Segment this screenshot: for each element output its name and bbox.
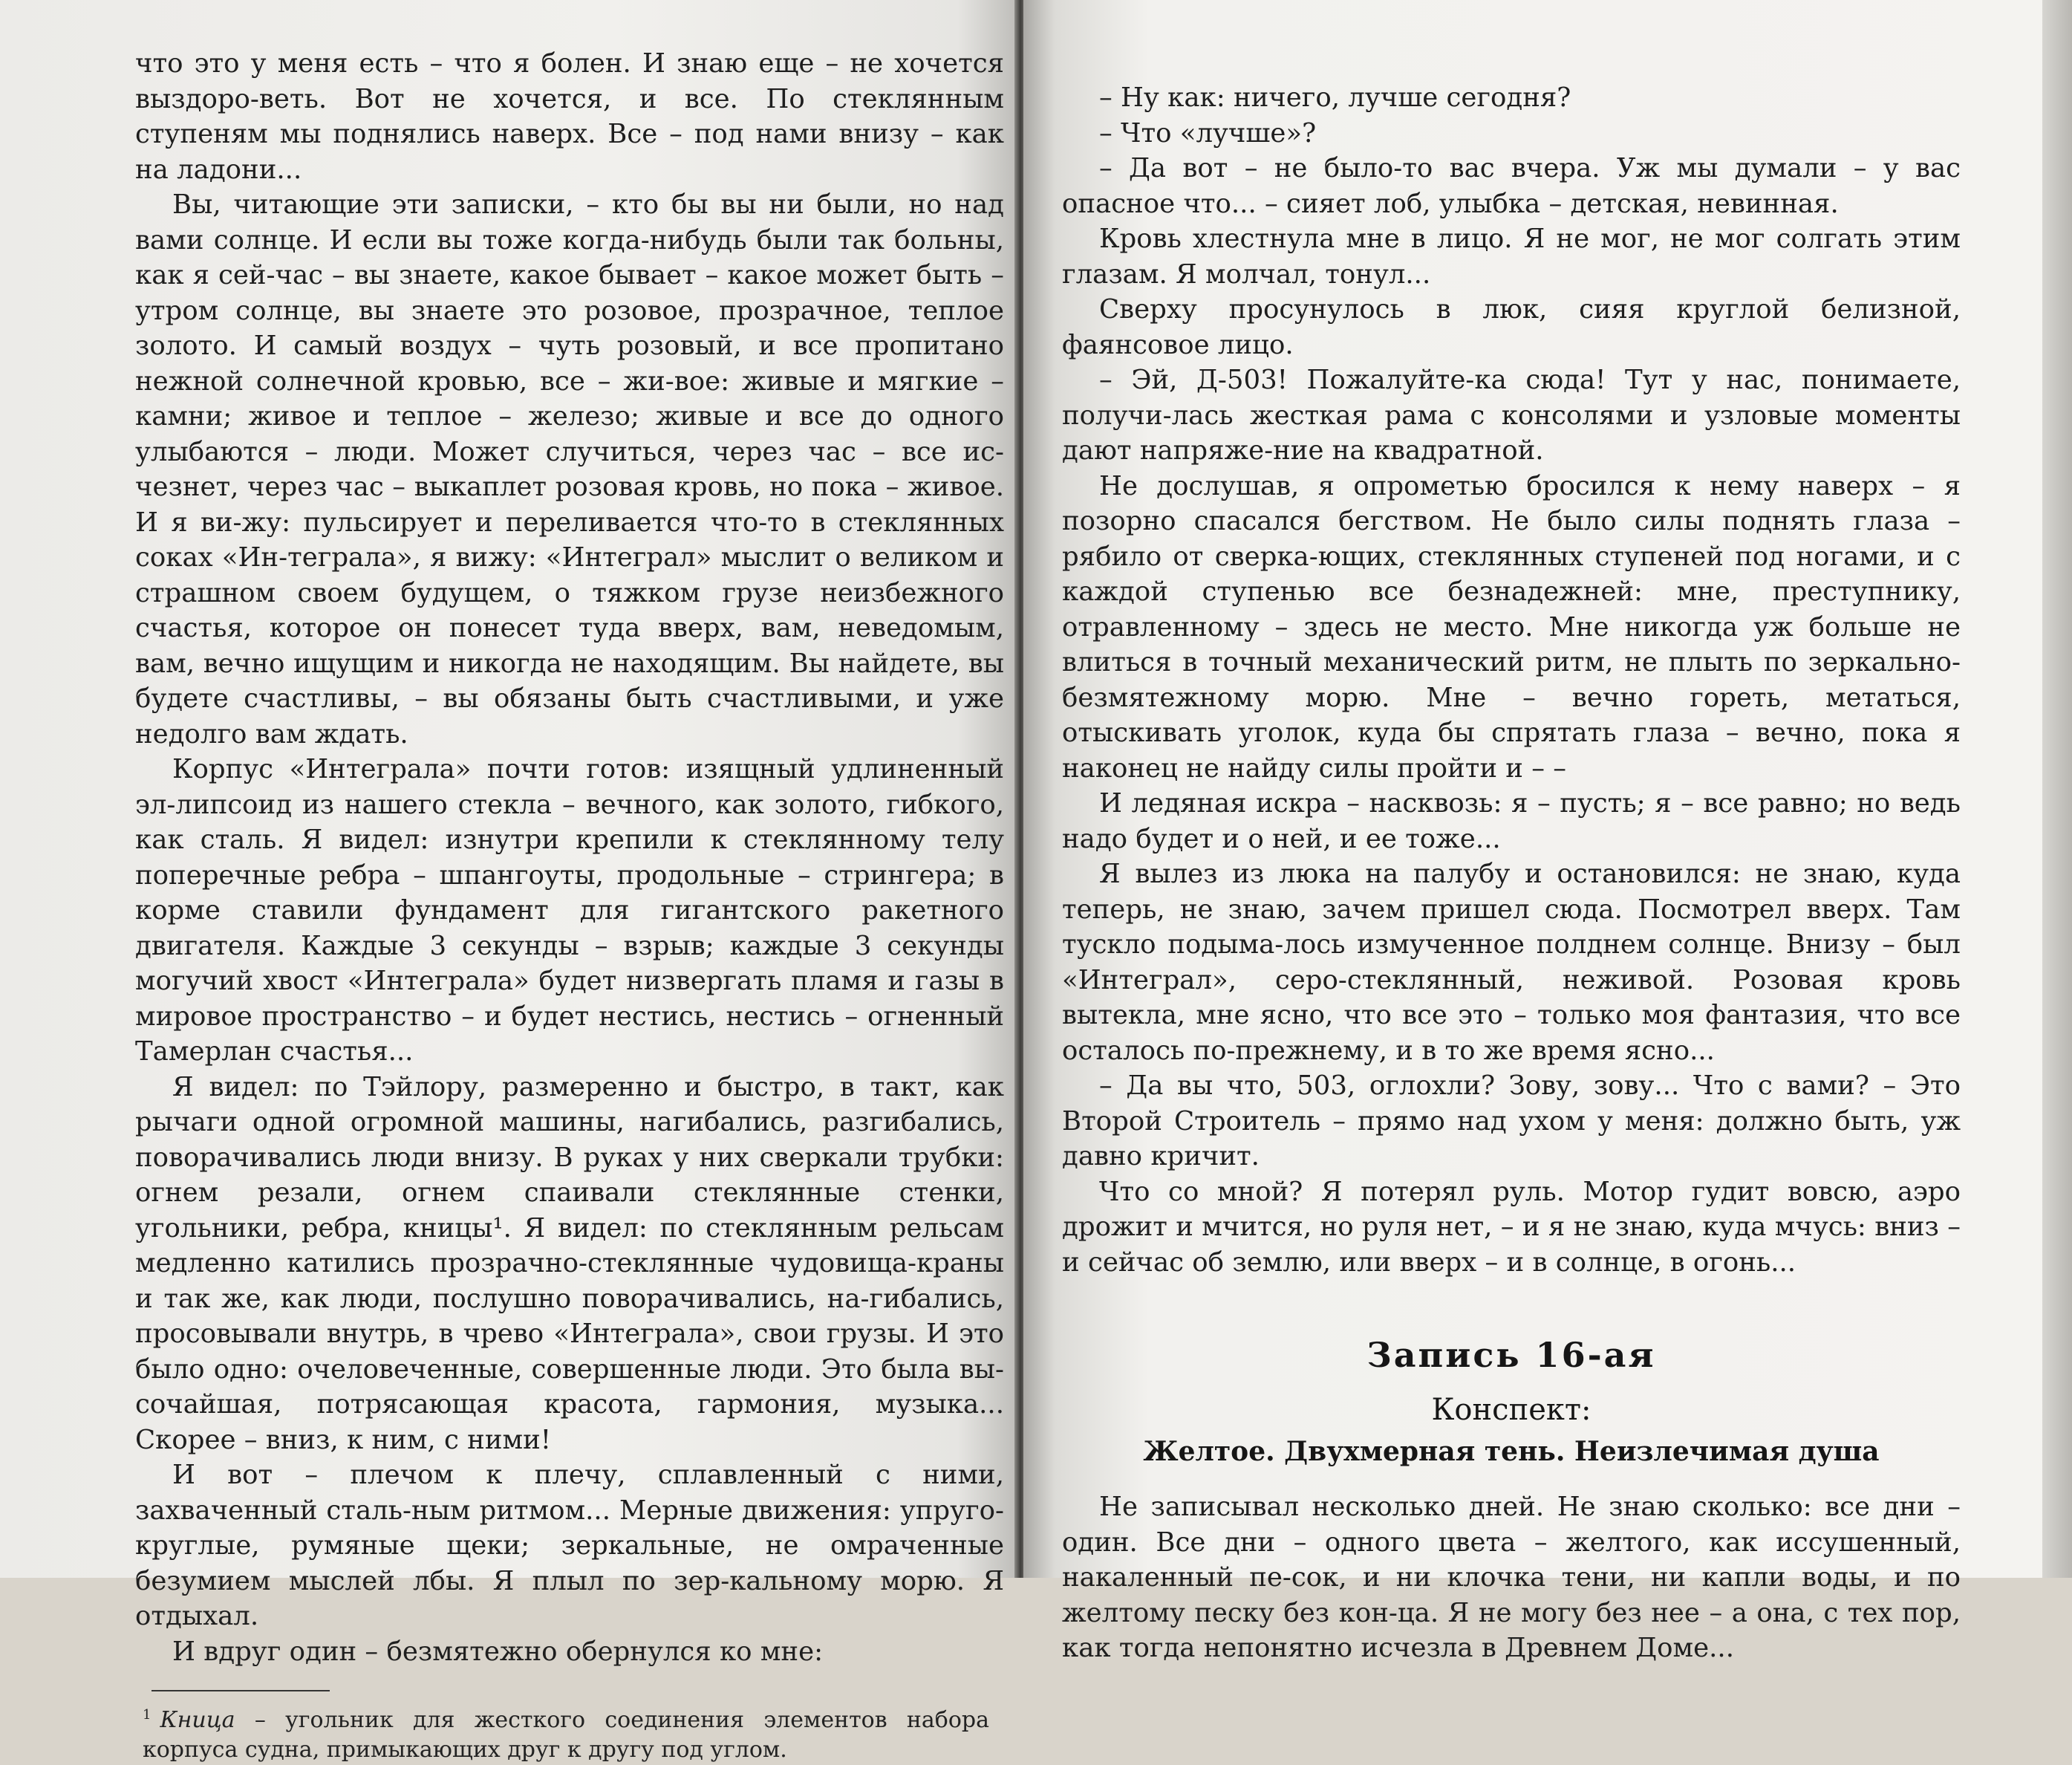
- footnote-term: Кница: [160, 1707, 235, 1733]
- chapter-heading: [1062, 1335, 1961, 1467]
- page-edge: [2042, 0, 2072, 1578]
- chapter-summary-label: Конспект:: [1431, 1393, 1592, 1427]
- chapter-title: Запись 16-ая: [1366, 1335, 1656, 1375]
- paragraph: Корпус «Интеграла» почти готов: изящный удлиненный эл-липсоид из нашего стекла – вечного, как золото, гибкого, как сталь. Я видел: изнутри крепили к стеклянному телу поперечные ребра – шпангоуты, продольные – стрингера; в корме ставили фундамент для гигантского ракетного двигателя. Каждые 3 секунды – взрыв; каждые 3 секунды могучий хвост «Интеграла» будет низвергать пламя и газы в мировое пространство – и будет нестись, нестись – огненный Тамерлан счастья...: [135, 754, 1004, 1067]
- paragraph: – Да вы что, 503, оглохли? Зову, зову... Что с вами? – Это Второй Строитель – прямо над ухом у меня: должно быть, уж давно кричит.: [1062, 1070, 1961, 1171]
- paragraph: И ледяная искра – насквозь: я – пусть; я – все равно; но ведь надо будет и о ней, и ее тоже...: [1062, 788, 1961, 854]
- paragraph: Вы, читающие эти записки, – кто бы вы ни были, но над вами солнце. И если вы тоже когда-нибудь были так больны, как я сей-час – вы знаете, какое бывает – какое может быть – утром солнце, вы знаете это розовое, прозрачное, теплое золото. И самый воздух – чуть розовый, и все пропитано нежной солнечной кровью, все – жи-вое: живые и мягкие – камни; живое и теплое – железо; живые и все до одного улыбаются – люди. Может случиться, через час – все ис-чезнет, через час – выкаплет розовая кровь, но пока – живое. И я ви-жу: пульсирует и переливается что-то в стеклянных соках «Ин-теграла», я вижу: «Интеграл» мыслит о великом и страшном своем будущем, о тяжком грузе неизбежного счастья, которое он понесет туда вверх, вам, неведомым, вам, вечно ищущим и никогда не находящим. Вы найдете, вы будете счастливы, – вы обязаны быть счастливыми, и уже недолго вам ждать.: [135, 189, 1004, 750]
- paragraph: Сверху просунулось в люк, сияя круглой белизной, фаянсовое лицо.: [1062, 294, 1961, 360]
- paragraph: Я вылез из люка на палубу и остановился: не знаю, куда теперь, не знаю, зачем пришел сюда. Посмотрел вверх. Там тускло подыма-лось измученное полднем солнце. Внизу – был «Интеграл», серо-стеклянный, неживой. Розовая кровь вытекла, мне ясно, что все это – только моя фантазия, что все осталось по-прежнему, и в то же время ясно...: [1062, 859, 1961, 1066]
- paragraph: И вдруг один – безмятежно обернулся ко мне:: [172, 1636, 824, 1667]
- paragraph: что это у меня есть – что я болен. И знаю еще – не хочется выздоро-веть. Вот не хочется, и все. По стеклянным ступеням мы поднялись наверх. Все – под нами внизу – как на ладони...: [135, 48, 1004, 185]
- chapter-summary: Желтое. Двухмерная тень. Неизлечимая душа: [1143, 1436, 1880, 1467]
- left-page-text: [135, 46, 1004, 1669]
- footnote-divider: [152, 1690, 330, 1691]
- right-page: [1023, 0, 2072, 1663]
- right-page-text: [1062, 80, 1961, 1280]
- paragraph: Кровь хлестнула мне в лицо. Я не мог, не мог солгать этим глазам. Я молчал, тонул...: [1062, 224, 1961, 290]
- paragraph: Не записывал несколько дней. Не знаю сколько: все дни – один. Все дни – одного цвета – желтого, как иссушенный, накаленный пе-сок, и ни клочка тени, ни капли воды, и по желтому песку без кон-ца. Я не могу без нее – а она, с тех пор, как тогда непонятно исчезла в Древнем Доме...: [1062, 1492, 1961, 1663]
- footnote-text: – угольник для жесткого соединения элементов набора корпуса судна, примыкающих друг к другу под углом.: [143, 1707, 989, 1763]
- footnote: [143, 1700, 989, 1765]
- footnote-mark: 1: [143, 1707, 152, 1723]
- paragraph: Не дослушав, я опрометью бросился к нему наверх – я позорно спасался бегством. Не было силы поднять глаза – рябило от сверка-ющих, стеклянных ступеней под ногами, и с каждой ступенью все безнадежней: мне, преступнику, отравленному – здесь не место. Мне никогда уж больше не влиться в точный механический ритм, не плыть по зеркально-безмятежному морю. Мне – вечно гореть, метаться, отыскивать уголок, куда бы спрятать глаза – вечно, пока я наконец не найду силы пройти и – –: [1062, 470, 1961, 784]
- paragraph: – Эй, Д-503! Пожалуйте-ка сюда! Тут у нас, понимаете, получи-лась жесткая рама с консолями и узловые моменты дают напряже-ние на квадратной.: [1062, 365, 1961, 466]
- chapter-text: [1062, 1489, 1961, 1666]
- paragraph: Я видел: по Тэйлору, размеренно и быстро, в такт, как рычаги одной огромной машины, нагибались, разгибались, поворачивались люди внизу. В руках у них сверкали трубки: огнем резали, огнем спаивали стеклянные стенки, угольники, ребра, кницы¹. Я видел: по стеклянным рельсам медленно катились прозрачно-стеклянные чудовища-краны и так же, как люди, послушно поворачивались, на-гибались, просовывали внутрь, в чрево «Интеграла», свои грузы. И это было одно: очеловеченные, совершенные люди. Это была вы-сочайшая, потрясающая красота, гармония, музыка... Скорее – вниз, к ним, с ними!: [135, 1071, 1004, 1455]
- paragraph: – Что «лучше»?: [1099, 117, 1317, 149]
- left-page: [0, 0, 1019, 1763]
- paragraph: Что со мной? Я потерял руль. Мотор гудит вовсю, аэро дрожит и мчится, но руля нет, – и я не знаю, куда мчусь: вниз – и сейчас об землю, или вверх – и в солнце, в огонь...: [1062, 1176, 1961, 1278]
- paragraph: – Да вот – не было-то вас вчера. Уж мы думали – у вас опасное что... – сияет лоб, улыбка – детская, невинная.: [1062, 153, 1961, 219]
- paragraph: И вот – плечом к плечу, сплавленный с ними, захваченный сталь-ным ритмом... Мерные движения: упруго-круглые, румяные щеки; зеркальные, не омраченные безумием мыслей лбы. Я плыл по зер-кальному морю. Я отдыхал.: [135, 1460, 1004, 1631]
- paragraph: – Ну как: ничего, лучше сегодня?: [1099, 82, 1571, 113]
